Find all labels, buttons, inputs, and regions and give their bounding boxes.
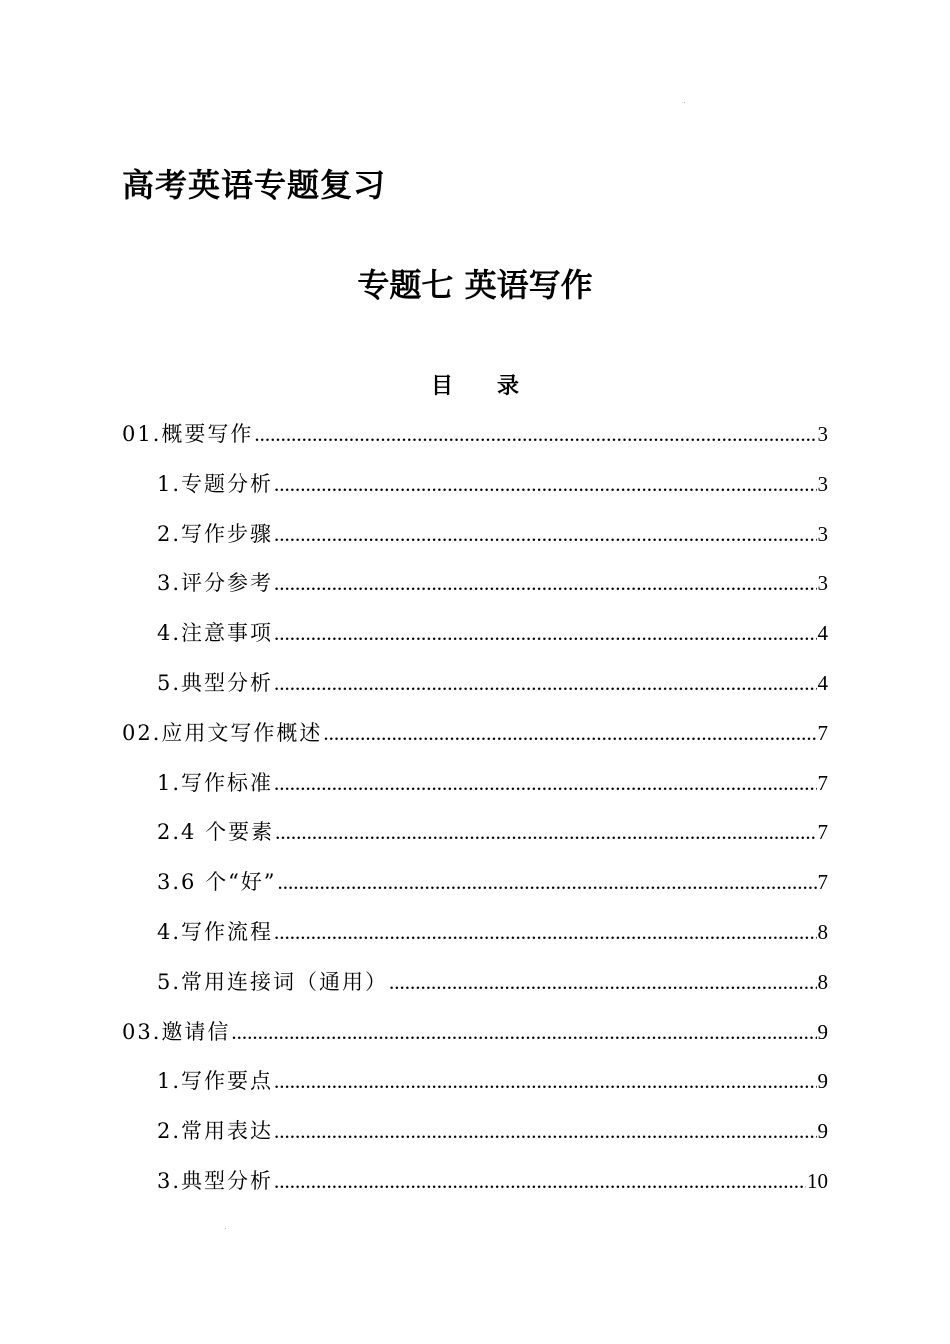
dot-leader xyxy=(274,510,816,560)
dot-leader xyxy=(389,958,816,1008)
toc-entry-page: 7 xyxy=(817,770,828,795)
toc-entry-label: 3.6 个“好” xyxy=(157,870,277,895)
toc-entry-label: 01.概要写作 xyxy=(122,422,254,446)
toc-entry-page: 7 xyxy=(817,820,828,845)
dot-leader xyxy=(231,1008,816,1058)
dot-leader xyxy=(274,609,816,659)
toc-entry-label: 1.专题分析 xyxy=(157,471,274,496)
toc-entry-key-points[interactable] xyxy=(122,1057,828,1107)
toc-entry-invitation-letter[interactable] xyxy=(122,1008,828,1058)
toc-entry-typical-analysis[interactable] xyxy=(122,659,828,709)
dot-leader xyxy=(274,759,816,809)
toc-entry-page: 8 xyxy=(817,919,828,944)
toc-entry-notes[interactable] xyxy=(122,609,828,659)
toc-heading: 目录 xyxy=(430,373,563,399)
toc-entry-topic-analysis[interactable] xyxy=(122,460,828,510)
dot-leader xyxy=(274,460,816,510)
toc-entry-label: 3.典型分析 xyxy=(157,1168,274,1193)
toc-entry-label: 5.典型分析 xyxy=(157,670,274,695)
toc-entry-page: 10 xyxy=(807,1168,828,1193)
toc-entry-connectives[interactable] xyxy=(122,958,828,1008)
dot-leader xyxy=(274,908,816,958)
toc-entry-practical-writing-overview[interactable] xyxy=(122,709,828,759)
toc-entry-page: 4 xyxy=(817,670,828,695)
toc-entry-common-expressions[interactable] xyxy=(122,1107,828,1157)
toc-entry-writing-standards[interactable] xyxy=(122,759,828,809)
dot-leader xyxy=(275,808,816,858)
toc-entry-label: 5.常用连接词（通用） xyxy=(157,969,389,994)
dot-leader xyxy=(323,709,816,759)
toc-entry-label: 2.4 个要素 xyxy=(157,820,275,845)
scan-speck xyxy=(225,1228,226,1229)
toc-entry-four-elements[interactable] xyxy=(122,808,828,858)
toc-entry-label: 4.注意事项 xyxy=(157,621,274,646)
toc-entry-page: 3 xyxy=(817,422,828,446)
dot-leader xyxy=(274,1107,816,1157)
toc-entry-page: 9 xyxy=(817,1119,828,1144)
document-title: 高考英语专题复习 xyxy=(122,166,387,204)
toc-entry-six-goods[interactable] xyxy=(122,858,828,908)
table-of-contents xyxy=(122,410,828,1207)
toc-entry-label: 02.应用文写作概述 xyxy=(122,720,323,745)
toc-entry-label: 2.写作步骤 xyxy=(157,521,274,546)
scan-speck xyxy=(684,102,685,103)
toc-entry-page: 9 xyxy=(817,1019,828,1044)
toc-entry-page: 9 xyxy=(817,1069,828,1094)
dot-leader xyxy=(274,659,816,709)
toc-entry-label: 3.评分参考 xyxy=(157,571,274,596)
chapter-title: 专题七 英语写作 xyxy=(357,266,593,304)
toc-entry-page: 8 xyxy=(817,969,828,994)
dot-leader xyxy=(274,559,816,609)
toc-entry-page: 4 xyxy=(817,621,828,646)
toc-entry-page: 3 xyxy=(817,471,828,496)
toc-entry-label: 03.邀请信 xyxy=(122,1019,231,1044)
toc-entry-page: 7 xyxy=(817,870,828,895)
toc-entry-writing-process[interactable] xyxy=(122,908,828,958)
toc-entry-label: 2.常用表达 xyxy=(157,1119,274,1144)
toc-entry-label: 4.写作流程 xyxy=(157,919,274,944)
toc-entry-page: 3 xyxy=(817,571,828,596)
toc-entry-page: 3 xyxy=(817,521,828,546)
dot-leader xyxy=(278,858,817,908)
toc-entry-summary-writing[interactable] xyxy=(122,410,828,460)
dot-leader xyxy=(254,410,816,460)
toc-entry-label: 1.写作标准 xyxy=(157,770,274,795)
dot-leader xyxy=(274,1057,816,1107)
toc-entry-page: 7 xyxy=(817,720,828,745)
toc-entry-scoring-reference[interactable] xyxy=(122,559,828,609)
toc-entry-typical-analysis-invitation[interactable] xyxy=(122,1157,828,1207)
toc-entry-writing-steps[interactable] xyxy=(122,510,828,560)
dot-leader xyxy=(274,1157,806,1207)
toc-entry-label: 1.写作要点 xyxy=(157,1069,274,1094)
